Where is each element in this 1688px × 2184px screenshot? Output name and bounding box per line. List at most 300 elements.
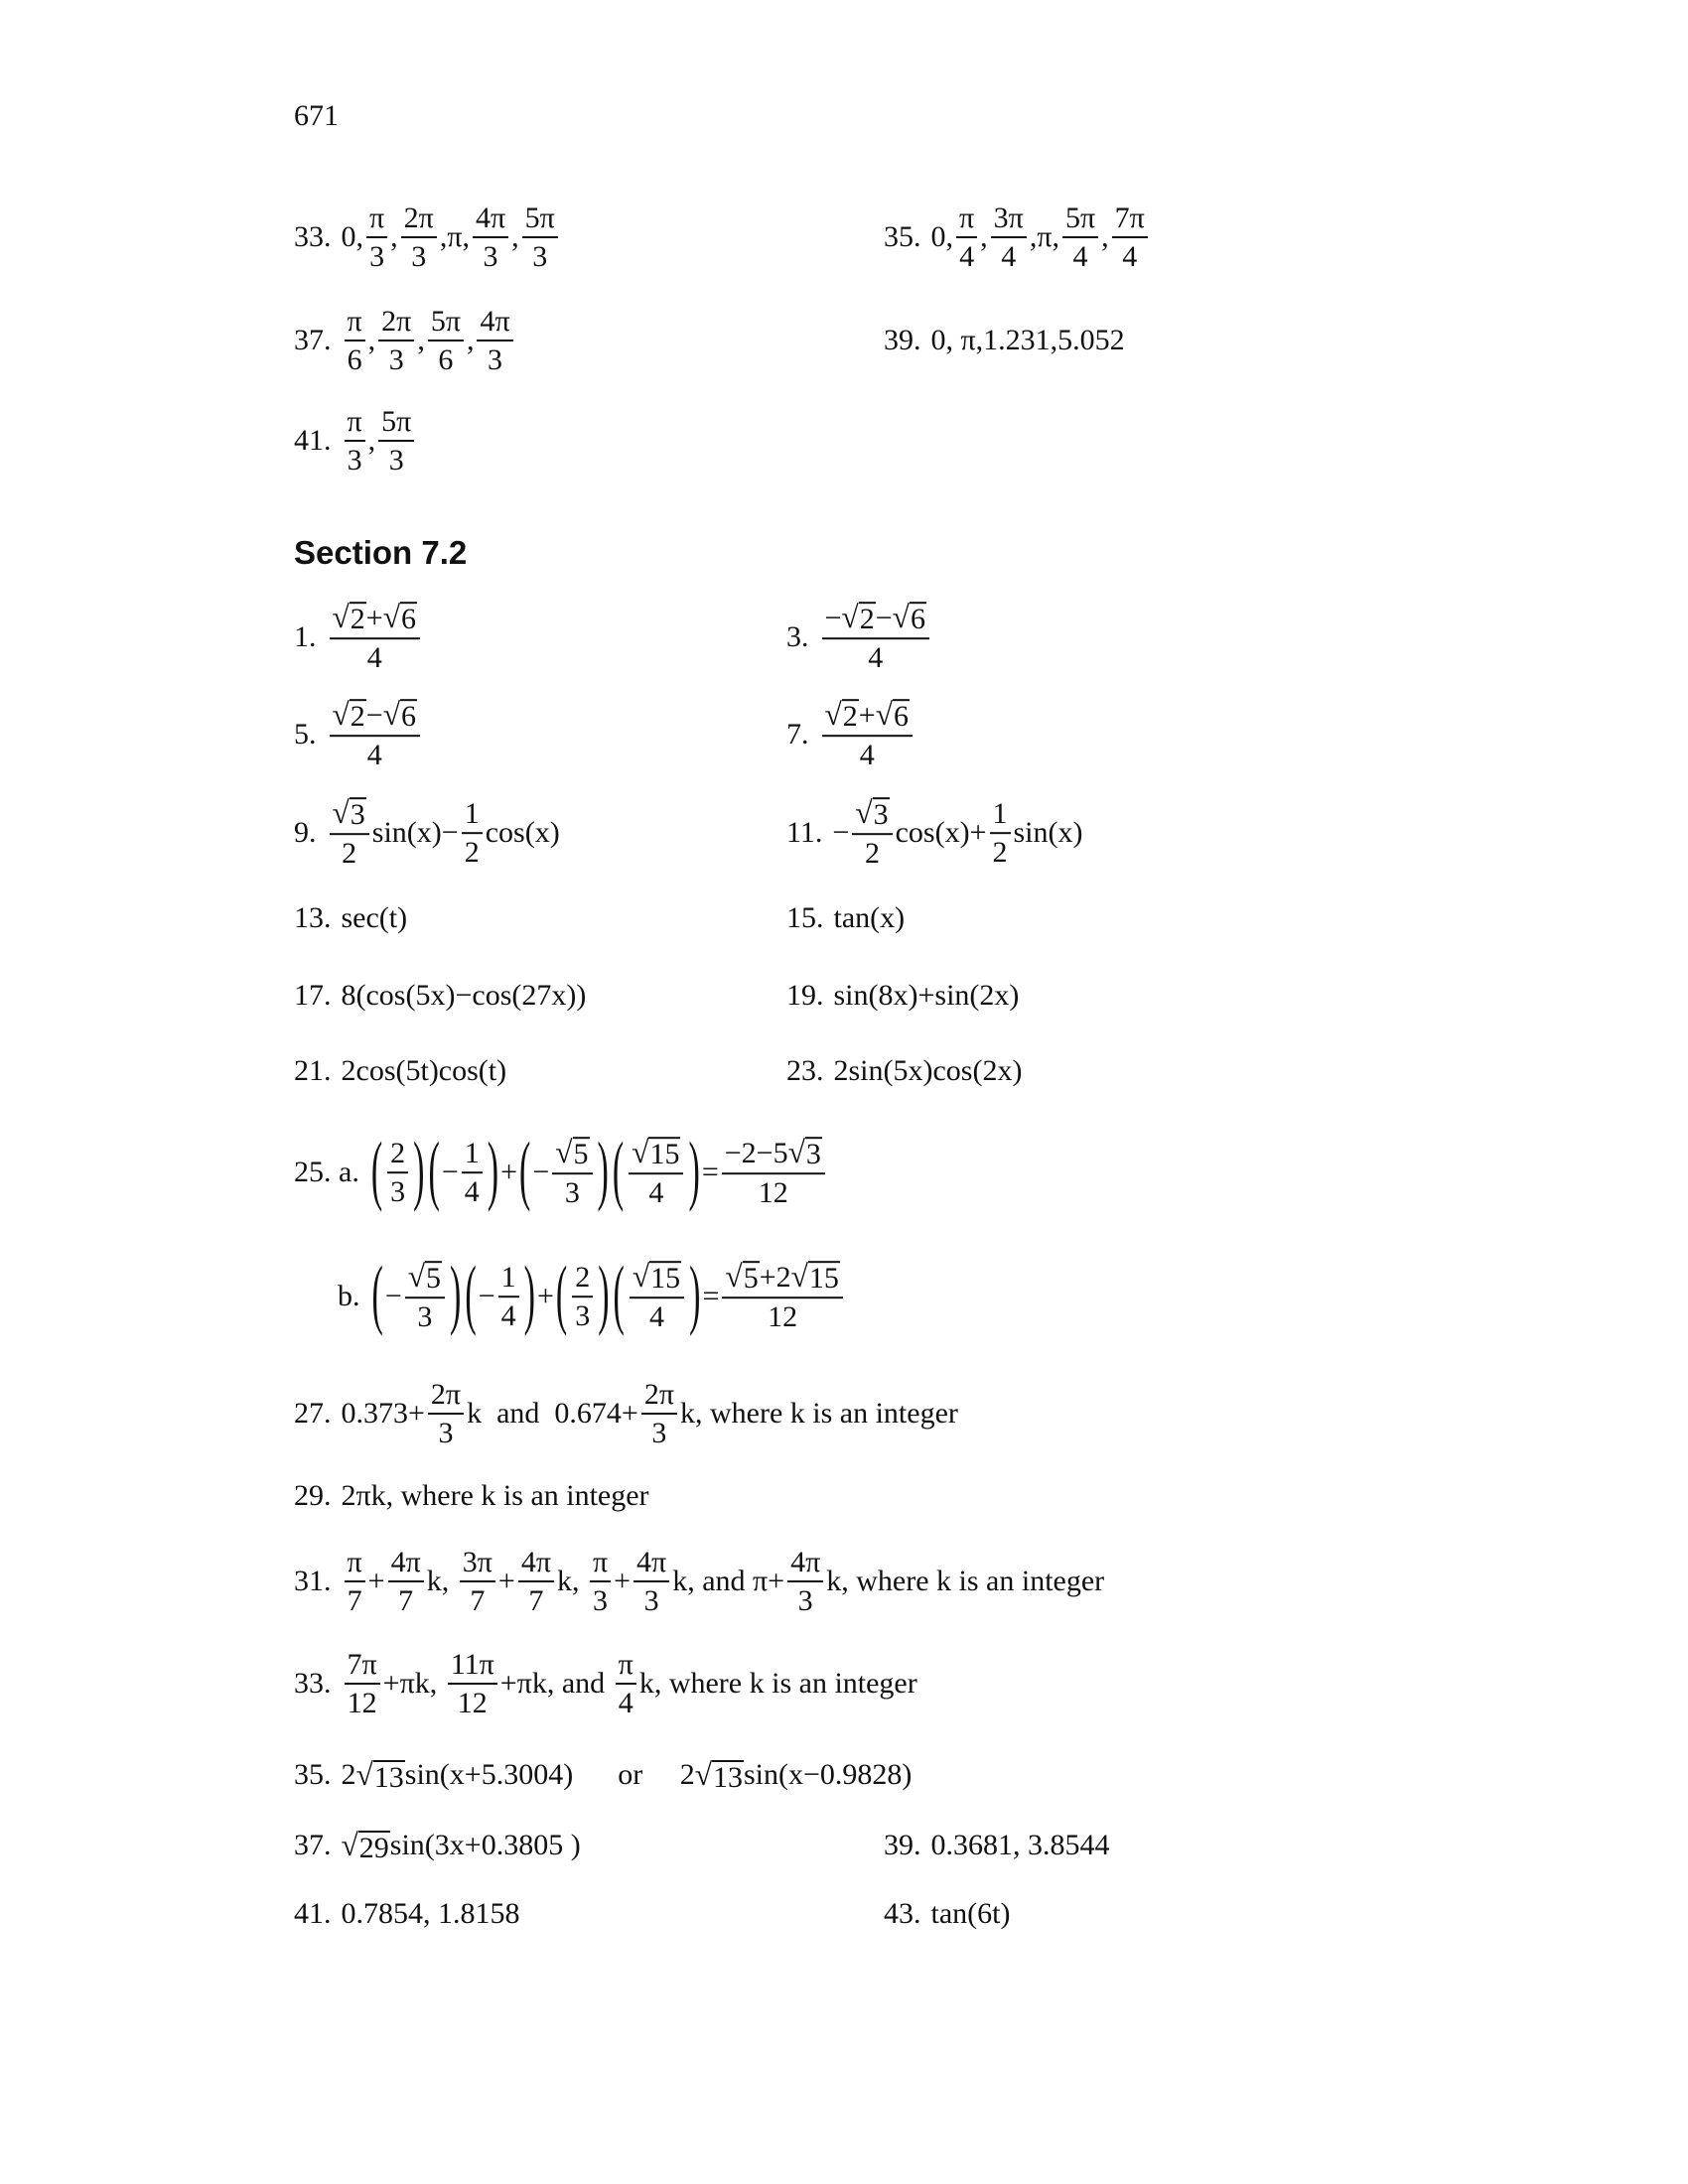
math-text: 4 (500, 1298, 516, 1332)
answer-number: 39. (884, 324, 921, 356)
numerator (572, 1261, 593, 1297)
numerator (518, 1546, 554, 1582)
denominator (455, 1685, 491, 1719)
answer-number: 43. (884, 1897, 921, 1930)
math-text: π (347, 405, 362, 438)
math-text: sin(x−0.9828) (744, 1758, 913, 1791)
math-text: sin(x)− (371, 815, 459, 849)
answer-expression (342, 1378, 958, 1449)
numerator (366, 202, 387, 238)
answer-expression (342, 1479, 649, 1513)
math-text: , (1101, 220, 1109, 253)
math-text: 2 (864, 836, 880, 870)
answer-number: 23. (786, 1054, 824, 1087)
math-text: 7 (347, 1584, 362, 1617)
fraction (991, 202, 1027, 273)
math-text: 3 (483, 240, 498, 273)
math-text: k, where k is an integer (638, 1667, 917, 1700)
answer-expression (834, 979, 1020, 1013)
fraction (629, 1136, 683, 1209)
left-paren-icon: ( (612, 1129, 625, 1214)
math-text: 6 (438, 343, 454, 376)
denominator (616, 1685, 636, 1719)
numerator (460, 1546, 495, 1582)
math-text: , (466, 324, 475, 356)
denominator (386, 442, 407, 477)
math-text: 0.7854, 1.8158 (341, 1897, 520, 1930)
fraction (722, 1260, 843, 1333)
math-text: 4π (790, 1546, 821, 1578)
radicand: 2 (350, 700, 365, 734)
fraction (330, 796, 369, 870)
answer-expression (369, 1129, 828, 1214)
answer-expression (342, 1897, 520, 1931)
fraction (787, 1546, 823, 1617)
numerator (428, 1378, 464, 1415)
math-text: π (369, 202, 385, 234)
denominator (572, 1297, 593, 1332)
denominator (481, 238, 501, 273)
fraction (345, 1546, 365, 1617)
answer-item (294, 305, 516, 376)
numerator (722, 1136, 825, 1174)
denominator (395, 1582, 416, 1617)
denominator (462, 834, 483, 869)
answer-expression (931, 1829, 1110, 1862)
denominator (435, 341, 456, 376)
answer-expression (342, 901, 408, 935)
answer-number: b. (338, 1279, 360, 1312)
left-paren-icon: ( (370, 1129, 383, 1214)
math-text: 7 (470, 1584, 486, 1617)
numerator (345, 305, 365, 341)
answer-number: 33. (294, 220, 332, 253)
math-text: 12 (347, 1687, 377, 1719)
math-text: 0.3681, 3.8544 (930, 1829, 1110, 1861)
math-text: 3 (532, 240, 548, 273)
denominator (414, 1298, 435, 1333)
numerator (991, 202, 1027, 238)
math-text: ,π, (439, 220, 470, 253)
denominator (641, 1582, 662, 1617)
numerator (616, 1648, 636, 1685)
answer-expression (832, 796, 1082, 870)
math-text: 4 (1122, 240, 1138, 273)
fraction (448, 1648, 497, 1719)
answer-expression (931, 1897, 1011, 1931)
square-root (788, 1136, 822, 1170)
radicand: 2 (859, 603, 875, 636)
numerator (1062, 202, 1098, 238)
math-text: 1 (992, 796, 1008, 830)
math-text: 2sin(5x)cos(2x) (833, 1054, 1023, 1087)
denominator (345, 1582, 365, 1617)
math-text: 4 (859, 738, 875, 771)
numerator (330, 796, 369, 835)
math-text: 5π (524, 202, 555, 234)
math-text: 4 (366, 640, 382, 674)
math-text: 4 (1072, 240, 1088, 273)
answer-expression (342, 1648, 917, 1719)
radical-sign-icon: √ (382, 697, 401, 733)
math-text: π (592, 1546, 609, 1578)
math-text: 11π (450, 1648, 494, 1681)
math-text: −2−5 (724, 1136, 788, 1169)
fraction (462, 1137, 483, 1208)
right-paren-icon: ) (688, 1129, 700, 1214)
answer-number: 25. a. (294, 1155, 359, 1188)
answer-expression (342, 1757, 913, 1793)
fraction (822, 601, 929, 674)
answer-item (884, 1897, 1010, 1931)
right-paren-icon: ) (487, 1129, 499, 1214)
numerator (552, 1136, 592, 1174)
denominator (645, 1174, 666, 1209)
math-text: + (497, 1565, 515, 1597)
math-text: 3 (575, 1298, 591, 1332)
right-paren-icon: ) (523, 1253, 535, 1338)
fraction (387, 1137, 408, 1208)
math-text: = (701, 1155, 719, 1188)
denominator (562, 1174, 583, 1209)
denominator (387, 1173, 408, 1208)
math-text: 2πk, where k is an integer (341, 1479, 649, 1512)
radicand: 5 (743, 1262, 759, 1296)
right-paren-icon: ) (597, 1129, 609, 1214)
answer-expression (342, 202, 561, 273)
answer-item (786, 901, 905, 935)
left-paren-icon: ( (465, 1253, 477, 1338)
fraction (630, 1260, 684, 1333)
fraction (401, 202, 437, 273)
right-paren-icon: ) (598, 1253, 610, 1338)
math-text: 3 (593, 1584, 609, 1617)
answer-item (786, 796, 1083, 870)
denominator (345, 442, 365, 477)
numerator (590, 1546, 611, 1582)
answer-expression (834, 901, 906, 935)
answer-expression (834, 1054, 1023, 1088)
radicand: 6 (894, 700, 910, 734)
fraction (572, 1261, 593, 1332)
math-text: 2 (575, 1260, 591, 1294)
answer-item (294, 796, 560, 870)
numerator (990, 797, 1011, 834)
answer-expression (370, 1253, 846, 1338)
math-text: 3 (417, 1299, 433, 1333)
answer-number: 27. (294, 1397, 332, 1430)
math-text: 6 (347, 343, 362, 376)
denominator (345, 1685, 380, 1719)
math-text: 7 (528, 1584, 544, 1617)
math-text: 2π (381, 305, 412, 338)
math-text: 4π (475, 202, 506, 234)
math-text: 12 (768, 1299, 798, 1333)
math-text: 3 (347, 444, 362, 477)
math-text: 2 (464, 835, 480, 869)
denominator (648, 1415, 669, 1449)
answer-expression (327, 698, 424, 771)
math-text: 12 (457, 1687, 488, 1719)
math-text: sin(x) (1013, 815, 1083, 849)
radicand: 5 (573, 1138, 589, 1171)
answer-expression (327, 796, 560, 870)
answer-item (884, 324, 1125, 357)
radical-sign-icon: √ (824, 697, 842, 733)
denominator (765, 1298, 800, 1333)
numerator (330, 698, 421, 737)
left-paren-icon: ( (555, 1253, 568, 1338)
radical-sign-icon: √ (632, 1135, 649, 1170)
math-text: 3 (797, 1584, 813, 1617)
math-text: 3 (369, 240, 385, 273)
numerator (388, 1546, 424, 1582)
numerator (405, 1260, 445, 1298)
answer-expression (931, 202, 1151, 273)
numerator (633, 1546, 669, 1582)
radicand: 15 (650, 1262, 681, 1296)
square-root (633, 1260, 681, 1295)
radical-sign-icon: √ (725, 1259, 743, 1295)
answer-item (786, 698, 915, 771)
radical-sign-icon: √ (407, 1259, 426, 1295)
radical-sign-icon: √ (332, 795, 350, 831)
denominator (956, 238, 977, 273)
answer-expression (342, 305, 516, 376)
answer-item (294, 1828, 581, 1863)
math-text: − (875, 601, 893, 634)
math-text: , (417, 324, 425, 356)
denominator (485, 341, 505, 376)
answer-item (294, 1129, 828, 1214)
answer-number: 1. (294, 619, 317, 653)
math-text: 2cos(5t)cos(t) (341, 1054, 507, 1087)
answer-number: 39. (884, 1829, 921, 1861)
numerator (378, 405, 414, 442)
answer-expression (931, 324, 1125, 357)
denominator (364, 737, 385, 771)
answer-item (884, 1829, 1110, 1862)
denominator (862, 835, 883, 870)
answer-number: 5. (294, 717, 317, 751)
math-text: − (478, 1279, 495, 1312)
math-text: π (959, 202, 975, 234)
fraction (388, 1546, 424, 1617)
fraction (330, 698, 421, 771)
fraction (428, 305, 464, 376)
math-text: k, where k is an integer (679, 1397, 958, 1430)
denominator (1070, 238, 1091, 273)
answer-expression (342, 1054, 507, 1088)
radicand: 13 (373, 1760, 404, 1794)
fraction (477, 305, 512, 376)
radicand: 3 (350, 798, 365, 832)
math-text: , (390, 220, 398, 253)
math-text: 3 (388, 343, 404, 376)
math-text: − (365, 698, 383, 732)
radical-sign-icon: √ (790, 1259, 808, 1295)
numerator (330, 601, 421, 639)
answer-number: 37. (294, 324, 332, 356)
fraction (522, 202, 558, 273)
math-text: 4 (464, 1174, 480, 1208)
radical-sign-icon: √ (332, 600, 350, 635)
answer-expression (342, 1828, 581, 1863)
answer-item (786, 601, 932, 674)
math-text: k, and π+ (672, 1565, 785, 1597)
math-text: +πk, (382, 1667, 445, 1700)
fraction (345, 305, 365, 376)
denominator (345, 341, 365, 376)
answer-number: 35. (884, 220, 921, 253)
answer-item (786, 1054, 1022, 1088)
numerator (822, 601, 929, 639)
math-text: 3 (388, 444, 404, 477)
math-text: 2π (403, 202, 434, 234)
radical-sign-icon: √ (332, 697, 350, 733)
numerator (401, 202, 437, 238)
numerator (1112, 202, 1148, 238)
numerator (498, 1261, 519, 1297)
parenthesized-group (463, 1253, 537, 1338)
math-text: k, (556, 1565, 587, 1597)
math-text: 3π (462, 1546, 492, 1578)
square-root (342, 1828, 390, 1863)
radical-sign-icon: √ (632, 1259, 650, 1295)
numerator (852, 796, 892, 835)
numerator (477, 305, 512, 341)
fraction (330, 601, 421, 674)
math-text: + (365, 601, 383, 634)
answer-number: 35. (294, 1758, 332, 1791)
radicand: 29 (358, 1831, 389, 1864)
math-text: 3 (643, 1584, 659, 1617)
answer-number: 33. (294, 1667, 332, 1700)
square-root (383, 698, 417, 733)
numerator (345, 1546, 365, 1582)
answer-number: 19. (786, 979, 824, 1012)
square-root (632, 1136, 680, 1170)
math-text: 0.373+ (341, 1397, 425, 1430)
numerator (428, 305, 464, 341)
denominator (366, 238, 387, 273)
right-paren-icon: ) (450, 1253, 462, 1338)
square-root (791, 1260, 840, 1295)
math-text: 1 (464, 1136, 480, 1169)
math-text: tan(6t) (930, 1897, 1011, 1930)
fraction (473, 202, 508, 273)
math-text: + (536, 1279, 554, 1312)
math-text: ,π, (1029, 220, 1059, 253)
fraction (345, 1648, 380, 1719)
math-text: 3 (390, 1174, 406, 1208)
denominator (408, 238, 429, 273)
answer-expression (819, 601, 932, 674)
square-root (876, 698, 910, 733)
answer-item (294, 1648, 917, 1719)
numerator (522, 202, 558, 238)
math-text: − (832, 815, 850, 849)
parenthesized-group (612, 1253, 703, 1338)
denominator (990, 834, 1011, 869)
square-root (383, 601, 417, 635)
numerator (345, 1648, 380, 1685)
radicand: 3 (805, 1138, 821, 1171)
fraction (722, 1136, 825, 1209)
answer-item (294, 1546, 1104, 1617)
math-text: 4 (649, 1299, 664, 1333)
answer-number: 31. (294, 1565, 332, 1597)
radical-sign-icon: √ (892, 600, 910, 635)
answer-item (294, 901, 407, 935)
math-text: 4 (868, 640, 884, 674)
denominator (525, 1582, 546, 1617)
section-heading: Section 7.2 (294, 534, 468, 571)
answer-item (338, 1253, 846, 1338)
denominator (646, 1298, 667, 1333)
math-text: 4 (366, 738, 382, 771)
answer-number: 41. (294, 1897, 332, 1930)
answer-number: 9. (294, 815, 317, 849)
denominator (857, 737, 878, 771)
fraction (378, 305, 414, 376)
square-root (333, 698, 366, 733)
radicand: 2 (350, 603, 365, 636)
math-text: 0, (930, 220, 953, 253)
denominator (364, 639, 385, 674)
fraction (378, 405, 414, 477)
square-root (841, 601, 875, 635)
math-text: 12 (758, 1175, 788, 1209)
answer-number: 29. (294, 1479, 332, 1512)
math-text: 4π (480, 305, 510, 338)
square-root (408, 1260, 442, 1295)
denominator (590, 1582, 611, 1617)
answer-number: 13. (294, 901, 332, 934)
numerator (448, 1648, 497, 1685)
answer-number: 7. (786, 717, 809, 751)
fraction (616, 1648, 636, 1719)
math-text: + (614, 1565, 632, 1597)
denominator (436, 1415, 457, 1449)
math-text: 5π (430, 305, 461, 338)
fraction (460, 1546, 495, 1617)
square-root (333, 601, 366, 635)
fraction (518, 1546, 554, 1617)
parenthesized-group (426, 1129, 500, 1214)
math-text: 7π (1114, 202, 1145, 234)
denominator (1119, 238, 1140, 273)
parenthesized-group (611, 1129, 702, 1214)
numerator (473, 202, 508, 238)
math-text: 2π (643, 1378, 674, 1411)
left-paren-icon: ( (518, 1129, 531, 1214)
math-text: 3 (564, 1175, 580, 1209)
answer-item (294, 1054, 506, 1088)
answer-expression (327, 601, 424, 674)
math-text: − (824, 601, 842, 634)
math-text: sin(x+5.3004) or 2 (404, 1758, 695, 1791)
math-text: π (347, 1546, 362, 1578)
square-root (555, 1136, 589, 1170)
math-text: + (858, 698, 876, 732)
math-text: 2 (342, 836, 357, 870)
math-text: 8(cos(5x)−cos(27x)) (341, 979, 587, 1012)
fraction (1112, 202, 1148, 273)
math-text: 4π (520, 1546, 551, 1578)
square-root (825, 698, 859, 733)
answer-number: 11. (786, 815, 823, 849)
